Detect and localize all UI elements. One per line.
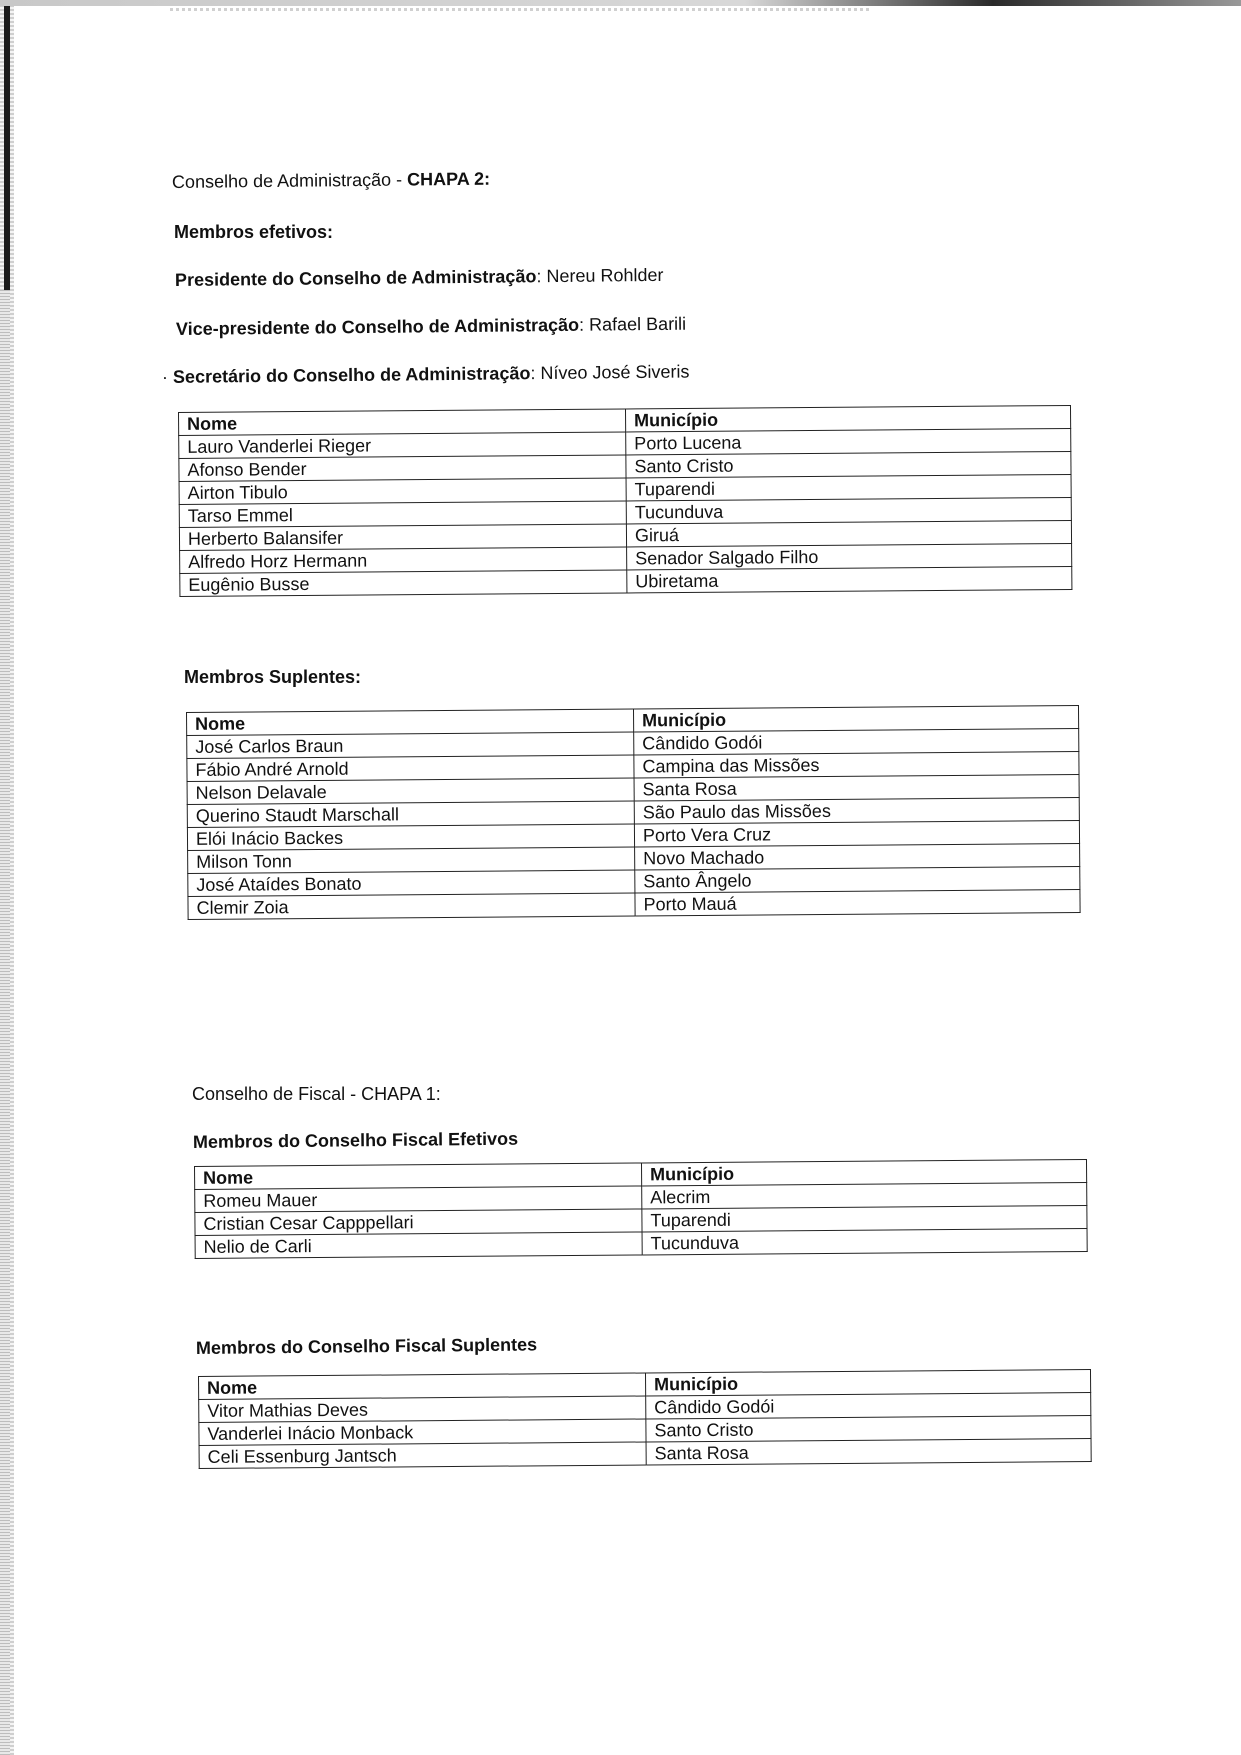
header-municipio: Município: [633, 705, 1078, 731]
separator: :: [530, 363, 541, 384]
cell-municipio: Santo Cristo: [626, 451, 1071, 477]
cell-nome: José Ataídes Bonato: [188, 870, 635, 897]
cell-municipio: Tucunduva: [642, 1228, 1087, 1254]
header-nome: Nome: [195, 1163, 642, 1190]
fiscal-suplentes-heading: Membros do Conselho Fiscal Suplentes: [195, 1334, 538, 1358]
cell-nome: Celi Essenburg Jantsch: [199, 1442, 646, 1469]
cell-municipio: Campina das Missões: [634, 751, 1079, 777]
cell-municipio: Santa Rosa: [646, 1438, 1091, 1464]
cell-municipio: Giruá: [626, 520, 1071, 546]
cell-municipio: Cândido Godói: [646, 1392, 1091, 1418]
cell-nome: Querino Staudt Marschall: [187, 801, 634, 828]
cell-nome: Cristian Cesar Capppellari: [195, 1209, 642, 1236]
secretario-name: Níveo José Siveris: [540, 361, 690, 384]
vice-presidente-name: Rafael Barili: [588, 313, 687, 335]
vice-presidente-label: Vice-presidente do Conselho de Administração: [175, 314, 580, 339]
cell-nome: Fábio André Arnold: [187, 755, 634, 782]
cell-municipio: Porto Lucena: [626, 428, 1071, 454]
efetivos-table: [178, 405, 1072, 597]
suplentes-table: [186, 705, 1081, 920]
cell-nome: Lauro Vanderlei Rieger: [179, 432, 626, 459]
vice-presidente-line: [176, 314, 686, 340]
fiscal-efetivos-table: [194, 1159, 1088, 1259]
cell-municipio: Santo Ângelo: [635, 866, 1080, 892]
cell-nome: Vitor Mathias Deves: [199, 1396, 646, 1423]
cell-municipio: Cândido Godói: [634, 728, 1079, 754]
header-nome: Nome: [179, 409, 626, 436]
conselho-administracao-title: [172, 169, 490, 193]
separator: :: [578, 314, 590, 335]
header-municipio: Município: [645, 1369, 1090, 1395]
presidente-name: Nereu Rohlder: [546, 264, 664, 287]
cell-nome: Milson Tonn: [188, 847, 635, 874]
cell-nome: Afonso Bender: [179, 455, 626, 482]
cell-nome: Eugênio Busse: [180, 570, 627, 597]
presidente-line: [175, 265, 664, 291]
cell-nome: Elói Inácio Backes: [187, 824, 634, 851]
cell-municipio: Senador Salgado Filho: [627, 543, 1072, 569]
cell-nome: Airton Tibulo: [179, 478, 626, 505]
fiscal-efetivos-heading: Membros do Conselho Fiscal Efetivos: [192, 1128, 519, 1152]
cell-municipio: Porto Vera Cruz: [634, 820, 1079, 846]
membros-suplentes-heading: Membros Suplentes:: [184, 667, 362, 687]
header-municipio: Município: [641, 1159, 1086, 1185]
secretario-label: Secretário do Conselho de Administração: [172, 363, 531, 387]
cell-municipio: Santa Rosa: [634, 774, 1079, 800]
header-nome: Nome: [199, 1373, 646, 1400]
cell-municipio: Alecrim: [642, 1182, 1087, 1208]
title-chapa: CHAPA 2:: [407, 168, 491, 190]
cell-municipio: Ubiretama: [627, 566, 1072, 592]
title-prefix: Conselho de Administração -: [171, 169, 408, 192]
conselho-fiscal-title: Conselho de Fiscal - CHAPA 1:: [192, 1084, 441, 1104]
cell-nome: Alfredo Horz Hermann: [180, 547, 627, 574]
cell-nome: Vanderlei Inácio Monback: [199, 1419, 646, 1446]
cell-nome: Nelson Delavale: [187, 778, 634, 805]
header-municipio: Município: [625, 405, 1070, 431]
cell-municipio: Tucunduva: [626, 497, 1071, 523]
cell-municipio: São Paulo das Missões: [634, 797, 1079, 823]
header-nome: Nome: [187, 709, 634, 736]
membros-efetivos-heading: Membros efetivos:: [174, 222, 334, 242]
stray-mark: ·: [161, 366, 174, 387]
secretario-line: [162, 361, 690, 388]
cell-municipio: Novo Machado: [635, 843, 1080, 869]
cell-municipio: Porto Mauá: [635, 889, 1080, 915]
cell-nome: Herberto Balansifer: [179, 524, 626, 551]
fiscal-suplentes-table: [198, 1369, 1092, 1469]
separator: :: [536, 266, 547, 287]
cell-nome: Romeu Mauer: [195, 1186, 642, 1213]
cell-nome: Clemir Zoia: [188, 893, 635, 920]
presidente-label: Presidente do Conselho de Administração: [174, 266, 537, 290]
cell-municipio: Santo Cristo: [646, 1415, 1091, 1441]
cell-municipio: Tuparendi: [626, 474, 1071, 500]
cell-nome: Tarso Emmel: [179, 501, 626, 528]
cell-municipio: Tuparendi: [642, 1205, 1087, 1231]
cell-nome: José Carlos Braun: [187, 732, 634, 759]
cell-nome: Nelio de Carli: [195, 1232, 642, 1259]
